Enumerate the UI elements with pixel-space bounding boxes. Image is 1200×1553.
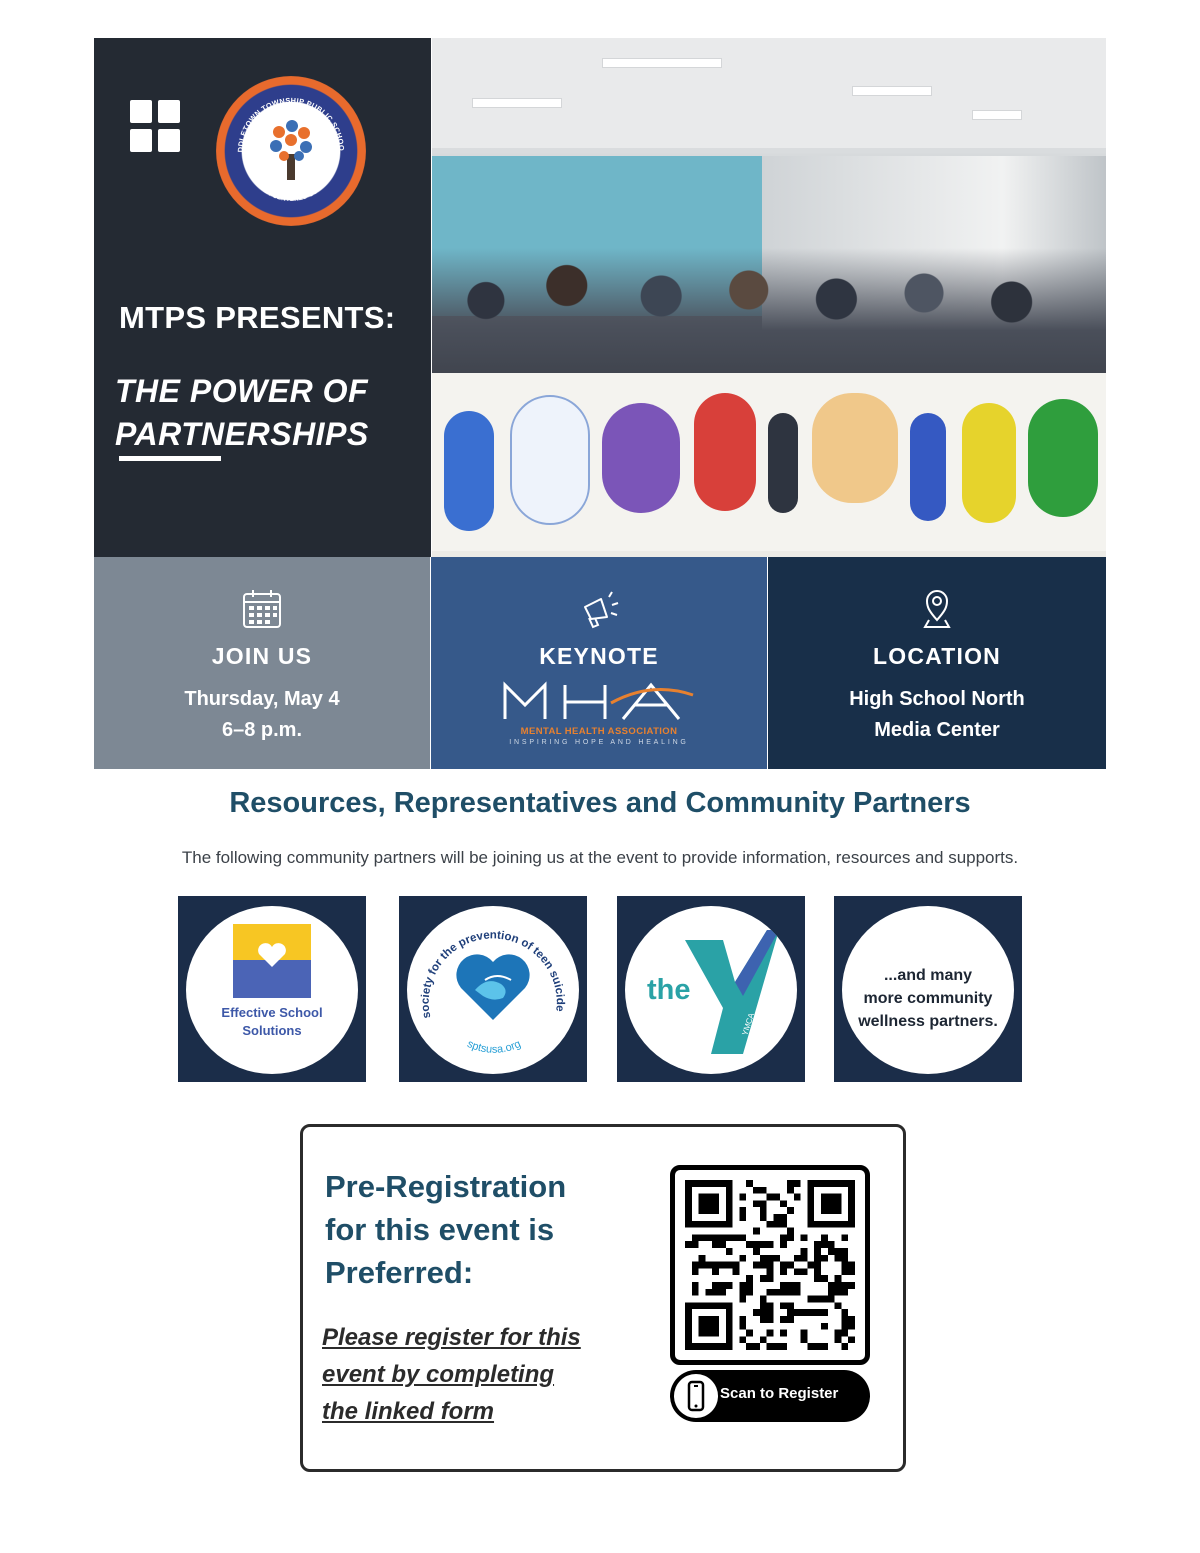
partners-description: The following community partners will be joining us at the event to provide information, resources and supports. bbox=[181, 848, 1019, 867]
hero-section bbox=[94, 38, 1106, 557]
megaphone-icon bbox=[577, 587, 621, 631]
hero-title-line-1: THE POWER OF bbox=[115, 373, 369, 409]
svg-text:MIDDLETOWN TOWNSHIP PUBLIC SCH bbox=[216, 76, 346, 152]
ymca-logo bbox=[625, 906, 797, 1074]
partner-tile-spts bbox=[399, 896, 587, 1082]
ymca-the-word: the bbox=[647, 974, 691, 1006]
registration-box bbox=[300, 1124, 906, 1472]
keynote-panel bbox=[431, 557, 767, 769]
partner-tile-ymca bbox=[617, 896, 805, 1082]
keynote-heading: KEYNOTE bbox=[539, 643, 659, 669]
hero-title-line-2: PARTNERSHIPS bbox=[115, 416, 369, 452]
mha-name: MENTAL HEALTH ASSOCIATION bbox=[520, 726, 678, 737]
spts-ring-text: society for the prevention of teen suicide bbox=[419, 929, 566, 1020]
location-line-2: Media Center bbox=[874, 719, 1000, 741]
mha-tagline: INSPIRING HOPE AND HEALING bbox=[509, 739, 689, 746]
svg-text:sptsusa.org bbox=[465, 1038, 522, 1056]
event-time: 6–8 p.m. bbox=[221, 719, 303, 741]
hero-kicker: MTPS PRESENTS: bbox=[119, 300, 396, 335]
event-date: Thursday, May 4 bbox=[184, 688, 340, 710]
partner-tile-more bbox=[834, 896, 1022, 1082]
ess-name: Effective School Solutions bbox=[221, 1005, 323, 1038]
map-pin-icon bbox=[915, 587, 959, 631]
scan-to-register-badge[interactable] bbox=[670, 1370, 870, 1422]
school-seal-tree-icon bbox=[216, 76, 366, 226]
spts-hands-heart-logo bbox=[407, 906, 579, 1074]
spts-url: sptsusa.org bbox=[465, 1037, 523, 1056]
seal-top-text: DDLETOWN TOWNSHIP PUBLIC SCHOO bbox=[235, 95, 347, 153]
location-line-1: High School North bbox=[849, 688, 1025, 710]
hero-divider bbox=[119, 456, 221, 461]
photo-banner bbox=[432, 373, 1106, 551]
more-partners-circle bbox=[842, 906, 1014, 1074]
join-us-panel bbox=[94, 557, 430, 769]
partners-heading: Resources, Representatives and Community Partners bbox=[229, 787, 971, 819]
qr-code-pattern[interactable] bbox=[685, 1180, 855, 1350]
scan-to-register-label[interactable]: Scan to Register bbox=[720, 1385, 839, 1402]
partner-tile-effective-school-solutions bbox=[178, 896, 366, 1082]
mha-logo bbox=[501, 681, 697, 721]
seal-bottom-text: A LEARNER-CENTERED COMMUNITY bbox=[245, 164, 337, 204]
effective-school-solutions-logo bbox=[186, 906, 358, 1074]
location-panel bbox=[768, 557, 1106, 769]
registration-link[interactable]: Please register for this event by completing the linked form bbox=[322, 1324, 581, 1425]
join-us-heading: JOIN US bbox=[211, 643, 313, 669]
qr-code[interactable] bbox=[670, 1165, 870, 1365]
photo-ceiling bbox=[432, 38, 1106, 148]
hero-title bbox=[115, 370, 425, 456]
registration-title: Pre-Registration for this event is Preferred: bbox=[325, 1169, 567, 1290]
hero-title-panel bbox=[94, 38, 431, 557]
ymca-sub: YMCA bbox=[740, 1011, 757, 1037]
more-partners-text: ...and many more community wellness partners. bbox=[858, 967, 998, 1030]
phone-icon bbox=[674, 1374, 718, 1418]
calendar-icon bbox=[240, 587, 284, 631]
students-with-banner-photo bbox=[432, 38, 1106, 557]
location-heading: LOCATION bbox=[873, 643, 1001, 669]
grid-icon bbox=[130, 100, 180, 152]
